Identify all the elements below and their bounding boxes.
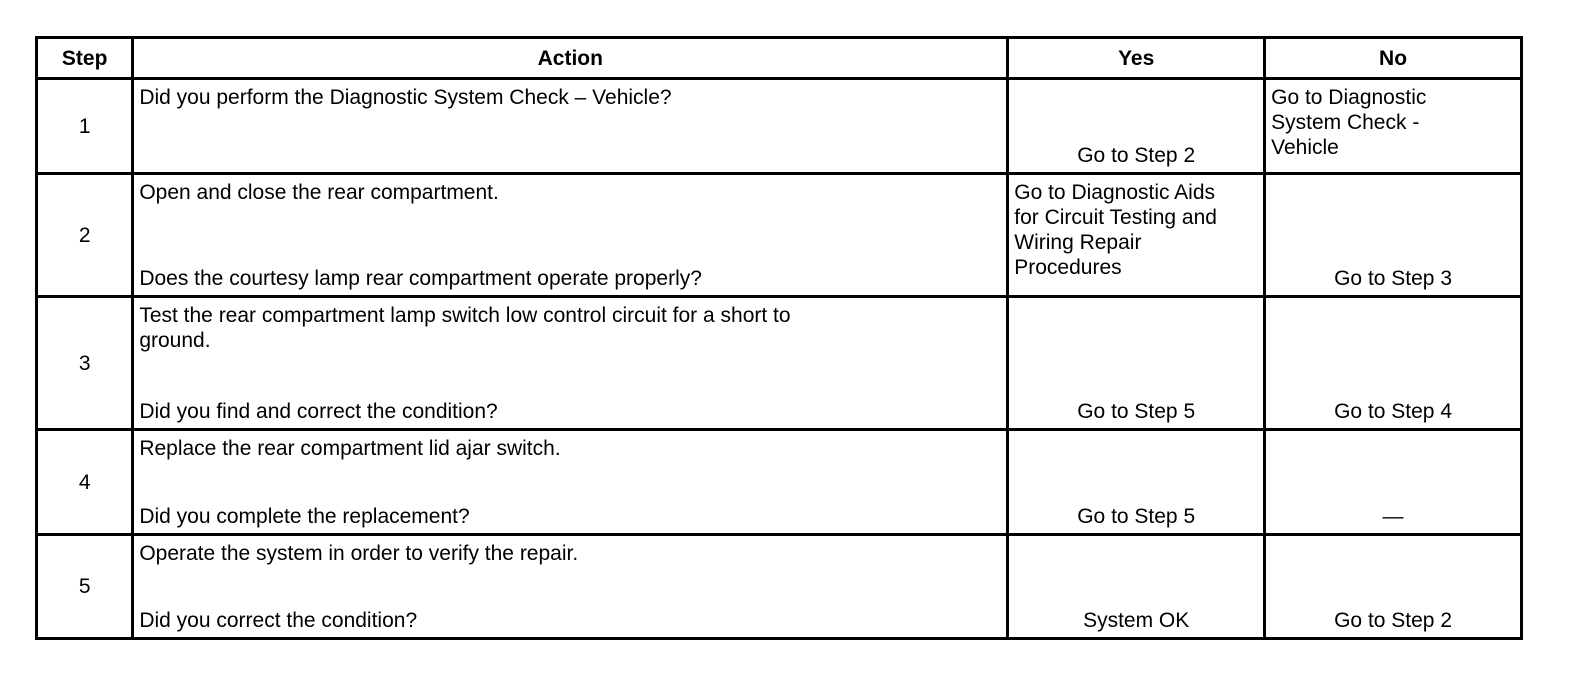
action-question: Did you find and correct the condition?: [139, 400, 498, 423]
action-text: Open and close the rear compartment.: [139, 181, 499, 204]
step-number: 3: [37, 297, 133, 430]
yes-result-line: Procedures: [1014, 256, 1122, 279]
column-header-yes: Yes: [1008, 38, 1265, 79]
step-number: 1: [37, 79, 133, 174]
step-number: 5: [37, 535, 133, 639]
column-header-action: Action: [133, 38, 1008, 79]
table-row: [37, 430, 1522, 535]
no-result: Go to Step 4: [1334, 400, 1453, 423]
yes-cell: [1008, 535, 1265, 639]
yes-result: System OK: [1083, 609, 1190, 632]
table-header-row: [37, 38, 1522, 79]
action-text-line: ground.: [139, 329, 211, 352]
yes-cell: [1008, 430, 1265, 535]
action-cell: [133, 297, 1008, 430]
table-row: [37, 79, 1522, 174]
table-row: [37, 535, 1522, 639]
action-text-line: Test the rear compartment lamp switch low control circuit for a short to: [139, 304, 791, 327]
action-cell: [133, 174, 1008, 297]
no-result-line: System Check -: [1271, 111, 1420, 134]
yes-result-line: for Circuit Testing and: [1014, 206, 1217, 229]
step-number: 4: [37, 430, 133, 535]
table-row: [37, 174, 1522, 297]
column-header-no: No: [1265, 38, 1522, 79]
yes-result: Go to Step 2: [1077, 144, 1196, 167]
action-text: Operate the system in order to verify the repair.: [139, 542, 579, 565]
action-cell: [133, 79, 1008, 174]
action-cell: [133, 535, 1008, 639]
no-cell: [1265, 174, 1522, 297]
yes-result: Go to Step 5: [1077, 505, 1196, 528]
yes-result-line: Wiring Repair: [1014, 231, 1142, 254]
yes-result-line: Go to Diagnostic Aids: [1014, 181, 1216, 204]
action-cell: [133, 430, 1008, 535]
yes-result: Go to Step 5: [1077, 400, 1196, 423]
no-result: Go to Step 3: [1334, 267, 1453, 290]
yes-result: [1009, 180, 1263, 280]
yes-cell: [1008, 297, 1265, 430]
no-result: [1266, 85, 1520, 160]
no-cell: [1265, 297, 1522, 430]
diagnostic-table: [35, 36, 1523, 640]
no-cell: [1265, 430, 1522, 535]
table-row: [37, 297, 1522, 430]
step-number: 2: [37, 174, 133, 297]
action-question: Did you complete the replacement?: [139, 505, 470, 528]
no-cell: [1265, 79, 1522, 174]
yes-cell: [1008, 174, 1265, 297]
no-result-line: Vehicle: [1271, 136, 1339, 159]
action-text: Replace the rear compartment lid ajar switch.: [139, 437, 561, 460]
no-cell: [1265, 535, 1522, 639]
action-question: Does the courtesy lamp rear compartment operate properly?: [139, 267, 702, 290]
no-result: Go to Step 2: [1334, 609, 1453, 632]
yes-cell: [1008, 79, 1265, 174]
column-header-step: Step: [37, 38, 133, 79]
action-text: Did you perform the Diagnostic System Check – Vehicle?: [139, 86, 672, 109]
no-result-line: Go to Diagnostic: [1271, 86, 1427, 109]
no-result: —: [1382, 505, 1404, 528]
action-question: Did you correct the condition?: [139, 609, 418, 632]
